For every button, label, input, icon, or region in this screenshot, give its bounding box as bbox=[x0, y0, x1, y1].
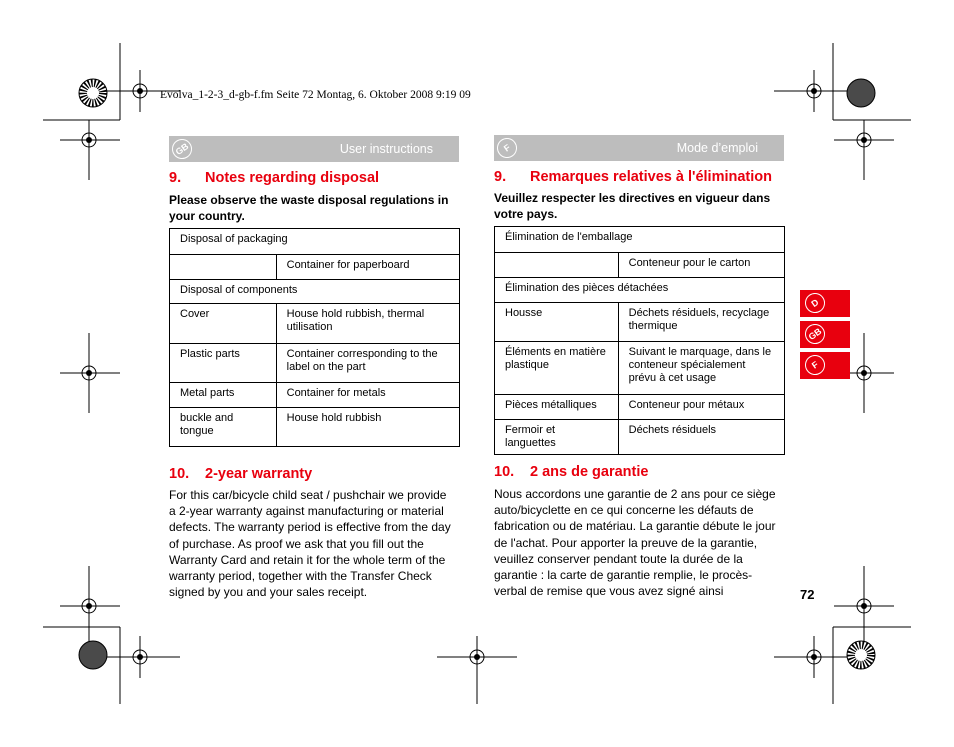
table-row bbox=[170, 280, 460, 304]
section-9-heading: 9. Notes regarding disposal bbox=[169, 170, 380, 186]
table-row bbox=[170, 344, 460, 383]
disposal-table bbox=[169, 228, 460, 447]
table-row bbox=[495, 278, 785, 303]
table-row bbox=[495, 420, 785, 455]
table-cell: Suivant le marquage, dans le conteneur spécialement prévu à cet usage bbox=[618, 342, 784, 395]
table-cell: Container for metals bbox=[276, 383, 459, 408]
side-tab-f[interactable]: F bbox=[800, 352, 850, 379]
language-badge-f: F bbox=[493, 134, 521, 162]
table-cell: House hold rubbish, thermal utilisation bbox=[276, 304, 459, 344]
warranty-text: Nous accordons une garantie de 2 ans pour ce siège auto/bicyclette en ce qui concerne les défauts de fabrication ou de matériau. La garantie débute le jour de l'achat. Pour apporter la preuve de la garantie, veuillez conserver pendant toute la durée de la garantie : la carte de garantie remplie, le procès-verbal de remise que vous avez signé ainsi bbox=[494, 487, 776, 599]
table-row bbox=[495, 227, 785, 253]
table-cell: Conteneur pour métaux bbox=[618, 395, 784, 420]
table-row bbox=[170, 229, 460, 255]
table-cell: Élimination des pièces détachées bbox=[495, 278, 785, 303]
table-cell: buckle and tongue bbox=[170, 408, 277, 447]
table-row bbox=[495, 342, 785, 395]
header-bar-gb bbox=[169, 136, 459, 162]
disposal-intro: Please observe the waste disposal regulations in your country. bbox=[169, 193, 449, 223]
table-cell: Déchets résiduels bbox=[618, 420, 784, 455]
table-row bbox=[495, 253, 785, 278]
section-10-heading: 10. 2 ans de garantie bbox=[494, 464, 649, 480]
table-cell: Disposal of packaging bbox=[170, 229, 460, 255]
table-cell bbox=[495, 253, 619, 278]
table-cell: Metal parts bbox=[170, 383, 277, 408]
file-slug: Evolva_1-2-3_d-gb-f.fm Seite 72 Montag, 6. Oktober 2008 9:19 09 bbox=[160, 89, 471, 101]
table-cell: Housse bbox=[495, 303, 619, 342]
table-cell: Éléments en matière plastique bbox=[495, 342, 619, 395]
side-tab-d[interactable]: D bbox=[800, 290, 850, 317]
page-number: 72 bbox=[800, 587, 815, 602]
table-cell: House hold rubbish bbox=[276, 408, 459, 447]
table-row bbox=[170, 304, 460, 344]
table-cell: Élimination de l'emballage bbox=[495, 227, 785, 253]
table-cell: Container corresponding to the label on the part bbox=[276, 344, 459, 383]
table-cell: Cover bbox=[170, 304, 277, 344]
table-row bbox=[170, 255, 460, 280]
header-label: User instructions bbox=[339, 142, 433, 156]
table-row bbox=[495, 395, 785, 420]
header-bar-f bbox=[494, 135, 784, 161]
table-cell: Container for paperboard bbox=[276, 255, 459, 280]
side-tab-gb[interactable]: GB bbox=[800, 321, 850, 348]
table-cell: Pièces métalliques bbox=[495, 395, 619, 420]
disposal-table bbox=[494, 226, 785, 455]
table-row bbox=[170, 383, 460, 408]
table-cell: Conteneur pour le carton bbox=[618, 253, 784, 278]
table-cell: Disposal of components bbox=[170, 280, 460, 304]
table-cell: Plastic parts bbox=[170, 344, 277, 383]
header-label: Mode d’emploi bbox=[676, 141, 758, 155]
warranty-text: For this car/bicycle child seat / pushchair we provide a 2-year warranty against manufacturing or material defects. The warranty period is effective from the day of purchase. As proof we ask that you fill out the Warranty Card and retain it for the whole term of the warranty period, together with the Transfer Check signed by you and your sales receipt. bbox=[169, 488, 451, 600]
disposal-intro: Veuillez respecter les directives en vigueur dans votre pays. bbox=[494, 191, 771, 221]
table-row bbox=[170, 408, 460, 447]
table-row bbox=[495, 303, 785, 342]
language-badge-gb: GB bbox=[168, 135, 196, 163]
section-10-heading: 10. 2-year warranty bbox=[169, 466, 313, 482]
table-cell bbox=[170, 255, 277, 280]
table-cell: Déchets résiduels, recyclage thermique bbox=[618, 303, 784, 342]
table-cell: Fermoir et languettes bbox=[495, 420, 619, 455]
section-9-heading: 9. Remarques relatives à l'élimination bbox=[494, 169, 772, 185]
